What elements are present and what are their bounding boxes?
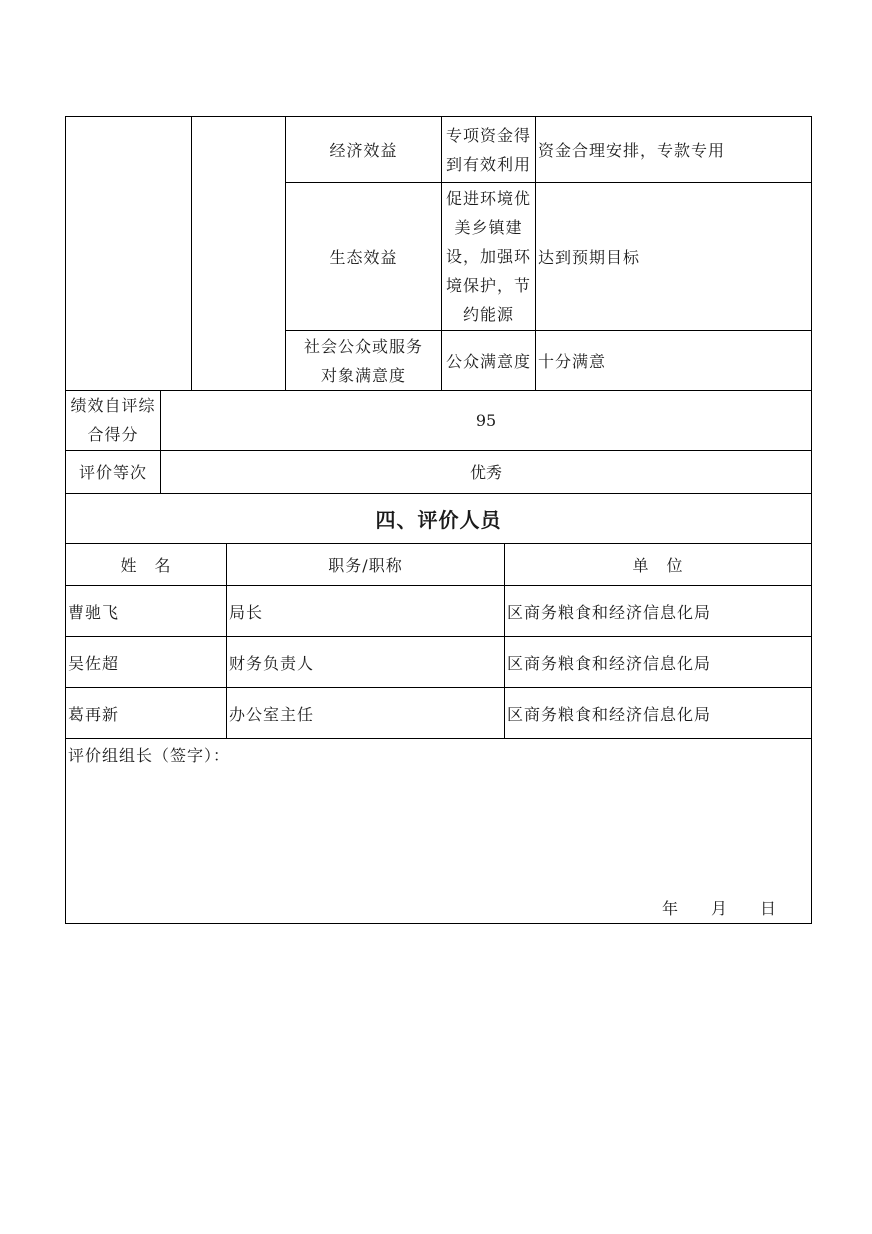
person-unit: 区商务粮食和经济信息化局 bbox=[505, 688, 812, 739]
indicator-row bbox=[66, 117, 812, 183]
grade-row bbox=[66, 450, 812, 493]
indicator-name: 生态效益 bbox=[286, 183, 442, 331]
table-row bbox=[66, 637, 812, 688]
header-name: 姓 名 bbox=[66, 544, 227, 586]
date-year: 年 bbox=[661, 899, 679, 918]
secondary-indicator-cell bbox=[192, 117, 286, 391]
indicator-result: 十分满意 bbox=[536, 331, 812, 391]
indicator-name: 社会公众或服务对象满意度 bbox=[286, 331, 442, 391]
score-row bbox=[66, 391, 812, 450]
person-unit: 区商务粮食和经济信息化局 bbox=[505, 637, 812, 688]
summary-table bbox=[65, 391, 812, 544]
indicator-name: 经济效益 bbox=[286, 117, 442, 183]
person-name: 曹驰飞 bbox=[66, 586, 227, 637]
indicator-detail: 公众满意度 bbox=[442, 331, 536, 391]
table-row bbox=[66, 586, 812, 637]
indicator-table bbox=[65, 116, 812, 391]
person-title: 局长 bbox=[227, 586, 505, 637]
evaluation-form bbox=[65, 116, 811, 924]
header-unit: 单 位 bbox=[505, 544, 812, 586]
grade-value: 优秀 bbox=[161, 450, 812, 493]
person-name: 葛再新 bbox=[66, 688, 227, 739]
person-name: 吴佐超 bbox=[66, 637, 227, 688]
date-day: 日 bbox=[759, 899, 777, 918]
personnel-table bbox=[65, 544, 812, 925]
section-title: 四、评价人员 bbox=[66, 493, 812, 543]
primary-indicator-cell bbox=[66, 117, 192, 391]
indicator-result: 资金合理安排，专款专用 bbox=[536, 117, 812, 183]
signature-row bbox=[66, 739, 812, 924]
signature-label: 评价组组长（签字）： bbox=[68, 746, 231, 765]
score-label: 绩效自评综合得分 bbox=[66, 391, 161, 450]
score-value: 95 bbox=[161, 391, 812, 450]
indicator-detail: 专项资金得到有效利用 bbox=[442, 117, 536, 183]
header-title: 职务/职称 bbox=[227, 544, 505, 586]
indicator-detail: 促进环境优美乡镇建设，加强环境保护，节约能源 bbox=[442, 183, 536, 331]
section-title-row bbox=[66, 493, 812, 543]
date-month: 月 bbox=[710, 899, 728, 918]
grade-label: 评价等次 bbox=[66, 450, 161, 493]
signature-cell bbox=[66, 739, 812, 924]
person-unit: 区商务粮食和经济信息化局 bbox=[505, 586, 812, 637]
table-row bbox=[66, 688, 812, 739]
personnel-header-row bbox=[66, 544, 812, 586]
signature-date bbox=[662, 896, 777, 919]
person-title: 财务负责人 bbox=[227, 637, 505, 688]
person-title: 办公室主任 bbox=[227, 688, 505, 739]
indicator-result: 达到预期目标 bbox=[536, 183, 812, 331]
